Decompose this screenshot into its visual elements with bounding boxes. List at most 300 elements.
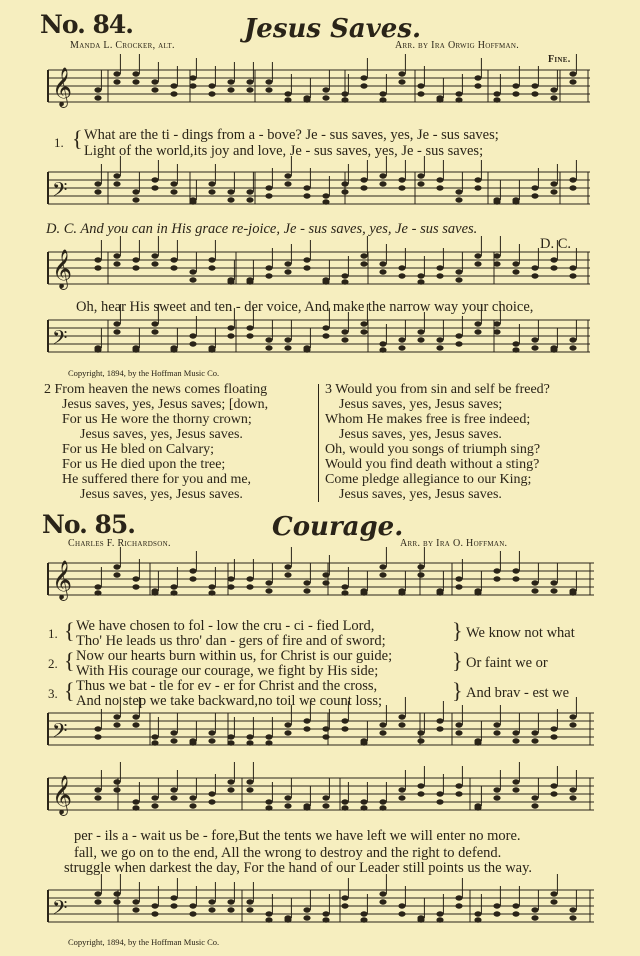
note-head [151,911,158,916]
note-head [341,726,348,731]
note-head [246,787,253,792]
note-head [493,903,500,908]
note-head [417,730,424,735]
note-head [474,261,481,266]
verse-3: 3 Would you from sin and self be freed? Jesus saves, yes, Jesus saves; Whom He makes free is free indeed; Jesus saves, yes, Jesus saves. Oh, would you songs of triumph sing? Would you find death without a sting? Come pledge allegiance to our King; Jesus saves, yes, Jesus saves. [325,382,550,502]
note-head [493,795,500,800]
note-head [398,787,405,792]
note-head [265,799,272,804]
note-head [322,95,329,100]
note-head [474,321,481,326]
note-head [94,590,101,595]
note-head [512,83,519,88]
note-head [170,738,177,743]
note-head [132,714,139,719]
note-head [132,799,139,804]
note-head [208,738,215,743]
arranger-credit: Arr. by Ira O. Hoffman. [400,538,508,549]
note-head [208,181,215,186]
note-head [246,740,253,745]
note-head [208,83,215,88]
note-head [170,189,177,194]
treble-clef-icon: 𝄞 [52,560,73,600]
note-head [455,189,462,194]
note-head [360,83,367,88]
author-credit: Charles F. Richardson. [68,538,171,549]
lyric-line: Thus we bat - tle for ev - er for Christ and the cross, [76,678,378,694]
note-head [512,91,519,96]
dc-lyric-line: D. C. And you can in His grace re-joice, Je - sus saves, yes, Je - sus saves. [46,221,478,237]
note-head [436,265,443,270]
note-head [132,257,139,262]
note-head [493,199,500,204]
note-head [208,730,215,735]
treble-clef-icon: 𝄞 [52,67,73,107]
note-head [360,321,367,326]
note-head [151,253,158,258]
note-head [208,590,215,595]
note-head [246,899,253,904]
note-head [493,730,500,735]
lyric-line: Light of the world,its joy and love, Je - sus saves, yes, Je - sus saves; [84,143,484,159]
note-head [303,588,310,593]
note-head [569,185,576,190]
note-head [493,97,500,102]
note-head [322,917,329,922]
note-head [341,181,348,186]
note-head [208,899,215,904]
note-head [208,91,215,96]
note-head [322,193,329,198]
lyric-line: With His courage our courage, we fight by His side; [76,663,379,679]
note-head [379,347,386,352]
note-head [246,734,253,739]
note-head [569,177,576,182]
note-head [474,177,481,182]
hymn-title: Jesus Saves. [244,14,422,44]
note-head [113,71,120,76]
note-head [341,337,348,342]
note-head [151,795,158,800]
note-head [170,903,177,908]
note-head [284,572,291,577]
note-head [398,911,405,916]
note-head [550,588,557,593]
note-head [474,740,481,745]
treble-clef-icon: 𝄞 [52,775,73,815]
note-head [227,87,234,92]
note-head [341,329,348,334]
copyright: Copyright, 1894, by the Hoffman Music Co. [68,937,220,947]
note-head [360,177,367,182]
note-head [94,87,101,92]
note-head [398,590,405,595]
note-head [550,726,557,731]
note-head [303,907,310,912]
note-head [227,197,234,202]
note-head [246,87,253,92]
note-head [189,269,196,274]
note-head [341,279,348,284]
note-head [360,911,367,916]
note-head [455,895,462,900]
note-head [227,787,234,792]
note-head [265,87,272,92]
note-head [284,181,291,186]
note-head [493,261,500,266]
note-head [341,799,348,804]
note-head [569,590,576,595]
lyric-line: Now our hearts burn within us, for Christ is our guide; [76,648,393,664]
note-head [341,903,348,908]
note-head [265,734,272,739]
note-head [94,891,101,896]
note-head [398,345,405,350]
note-head [265,740,272,745]
note-head [493,91,500,96]
note-head [360,185,367,190]
note-head [341,805,348,810]
note-head [227,79,234,84]
note-head [531,730,538,735]
note-head [246,779,253,784]
bass-clef-icon: 𝄢 [52,719,68,747]
note-head [512,738,519,743]
note-head [113,173,120,178]
note-head [360,917,367,922]
note-head [246,189,253,194]
note-head [132,79,139,84]
note-head [417,279,424,284]
note-head [341,273,348,278]
note-head [436,177,443,182]
note-head [170,257,177,262]
note-head [531,273,538,278]
note-head [208,257,215,262]
note-head [474,805,481,810]
note-head [379,261,386,266]
note-head [113,79,120,84]
note-head [265,917,272,922]
note-head [265,805,272,810]
note-head [151,590,158,595]
note-head [284,261,291,266]
note-head [455,91,462,96]
note-head [94,584,101,589]
note-head [113,321,120,326]
note-head [322,279,329,284]
note-head [493,329,500,334]
note-head [227,189,234,194]
note-head [379,91,386,96]
note-head [455,341,462,346]
note-head [151,329,158,334]
note-head [151,321,158,326]
note-head [569,795,576,800]
note-head [360,261,367,266]
note-head [265,185,272,190]
note-head [512,269,519,274]
arranger-credit: Arr. by Ira Orwig Hoffman. [395,40,520,51]
note-head [189,795,196,800]
note-head [436,718,443,723]
note-head [113,891,120,896]
note-head [227,279,234,284]
note-head [550,181,557,186]
note-head [189,75,196,80]
note-head [246,907,253,912]
note-head [455,269,462,274]
note-head [550,791,557,796]
note-head [265,193,272,198]
note-head [189,83,196,88]
note-head [436,273,443,278]
note-head [398,722,405,727]
author-credit: Manda L. Crocker, alt. [70,40,175,51]
note-head [170,83,177,88]
note-head [474,75,481,80]
note-head [417,791,424,796]
brace: } [452,618,463,643]
note-head [436,726,443,731]
note-head [303,718,310,723]
note-head [303,580,310,585]
brace: { [64,618,75,643]
note-head [550,783,557,788]
note-head [474,83,481,88]
note-head [284,564,291,569]
note-head [341,895,348,900]
note-head [132,265,139,270]
note-head [398,714,405,719]
note-head [512,347,519,352]
note-head [493,576,500,581]
note-head [531,83,538,88]
lyric-line: fall, we go on to the end, All the wrong to destroy and the right to defend. [74,845,502,861]
note-head [284,730,291,735]
note-head [113,261,120,266]
note-head [398,185,405,190]
note-head [474,911,481,916]
note-head [550,734,557,739]
note-head [284,795,291,800]
note-head [379,722,386,727]
note-head [379,799,386,804]
note-head [512,911,519,916]
note-head [417,572,424,577]
note-head [170,265,177,270]
note-head [531,915,538,920]
note-head [360,590,367,595]
note-head [512,568,519,573]
note-head [398,265,405,270]
note-head [151,734,158,739]
note-head [113,787,120,792]
note-head [189,576,196,581]
note-head [284,91,291,96]
note-head [94,257,101,262]
note-head [208,265,215,270]
note-head [531,580,538,585]
note-head [151,903,158,908]
note-head [512,341,519,346]
note-head [531,91,538,96]
note-head [189,903,196,908]
note-head [170,590,177,595]
note-head [360,329,367,334]
note-head [246,576,253,581]
note-head [379,899,386,904]
verse-2: 2 From heaven the news comes floating Jesus saves, yes, Jesus saves; [down, For us He wore the thorny crown; Jesus saves, yes, Jesus saves. For us He bled on Calvary; For us He died upon the tree; He suffered there for you and me, Jesus saves, yes, Jesus saves. [44,382,269,502]
note-head [512,787,519,792]
note-head [132,347,139,352]
note-head [303,97,310,102]
note-head [132,189,139,194]
note-head [360,253,367,258]
note-head [569,915,576,920]
note-head [322,580,329,585]
note-head [170,91,177,96]
note-head [341,97,348,102]
note-head [170,584,177,589]
note-head [512,779,519,784]
note-head [398,337,405,342]
lyric-line: What are the ti - dings from a - bove? Je - sus saves, yes, Je - sus saves; [84,127,499,143]
note-head [113,722,120,727]
note-head [360,805,367,810]
note-head [303,805,310,810]
note-head [170,787,177,792]
note-head [455,903,462,908]
note-head [303,726,310,731]
note-head [474,329,481,334]
note-head [113,714,120,719]
note-head [569,273,576,278]
note-head [94,95,101,100]
note-head [208,799,215,804]
dc-mark: D. C. [540,236,572,252]
brace: } [452,648,463,673]
note-head [417,337,424,342]
note-head [151,803,158,808]
note-head [417,273,424,278]
note-head [189,277,196,282]
note-head [531,345,538,350]
note-head [379,572,386,577]
note-head [303,265,310,270]
note-head [436,917,443,922]
note-head [322,199,329,204]
note-head [531,907,538,912]
note-head [265,265,272,270]
note-head [322,911,329,916]
lyric-line: struggle when darkest the day, For the hand of our Leader still points us the way. [64,860,533,876]
note-head [550,257,557,262]
note-head [94,726,101,731]
note-head [208,907,215,912]
note-head [417,91,424,96]
note-head [132,576,139,581]
note-head [113,572,120,577]
bass-clef-icon: 𝄢 [52,178,68,206]
note-head [379,181,386,186]
note-head [569,345,576,350]
note-head [398,177,405,182]
note-head [398,903,405,908]
note-head [531,193,538,198]
verse-number: 1. [48,626,58,641]
hymn-title: Courage. [272,512,404,542]
note-head [208,347,215,352]
note-head [284,97,291,102]
note-head [341,584,348,589]
note-head [151,740,158,745]
note-head [265,273,272,278]
note-head [151,261,158,266]
note-head [550,265,557,270]
note-head [436,590,443,595]
note-head [94,734,101,739]
note-head [417,83,424,88]
note-head [455,277,462,282]
note-head [531,738,538,743]
lyric-line: And brav - est we [466,685,570,701]
note-head [550,189,557,194]
note-head [113,253,120,258]
note-head [493,321,500,326]
note-head [398,795,405,800]
note-head [284,345,291,350]
note-head [322,87,329,92]
note-head [303,185,310,190]
note-head [417,783,424,788]
note-head [493,787,500,792]
verse-divider [318,384,319,502]
note-head [94,265,101,270]
note-head [531,803,538,808]
note-head [303,193,310,198]
note-head [265,911,272,916]
note-head [360,740,367,745]
note-head [322,333,329,338]
note-head [113,329,120,334]
note-head [113,181,120,186]
note-head [132,899,139,904]
note-head [531,588,538,593]
note-head [417,564,424,569]
note-head [379,341,386,346]
note-head [151,79,158,84]
note-head [132,197,139,202]
note-head [512,199,519,204]
note-head [189,199,196,204]
note-head [512,903,519,908]
note-head [512,730,519,735]
note-head [132,722,139,727]
brace: { [64,648,75,673]
note-head [265,337,272,342]
treble-clef-icon: 𝄞 [52,249,73,289]
note-head [94,181,101,186]
note-head [379,891,386,896]
note-head [170,730,177,735]
note-head [170,895,177,900]
note-head [113,779,120,784]
note-head [455,584,462,589]
brace: { [72,126,83,151]
note-head [151,185,158,190]
note-head [151,87,158,92]
